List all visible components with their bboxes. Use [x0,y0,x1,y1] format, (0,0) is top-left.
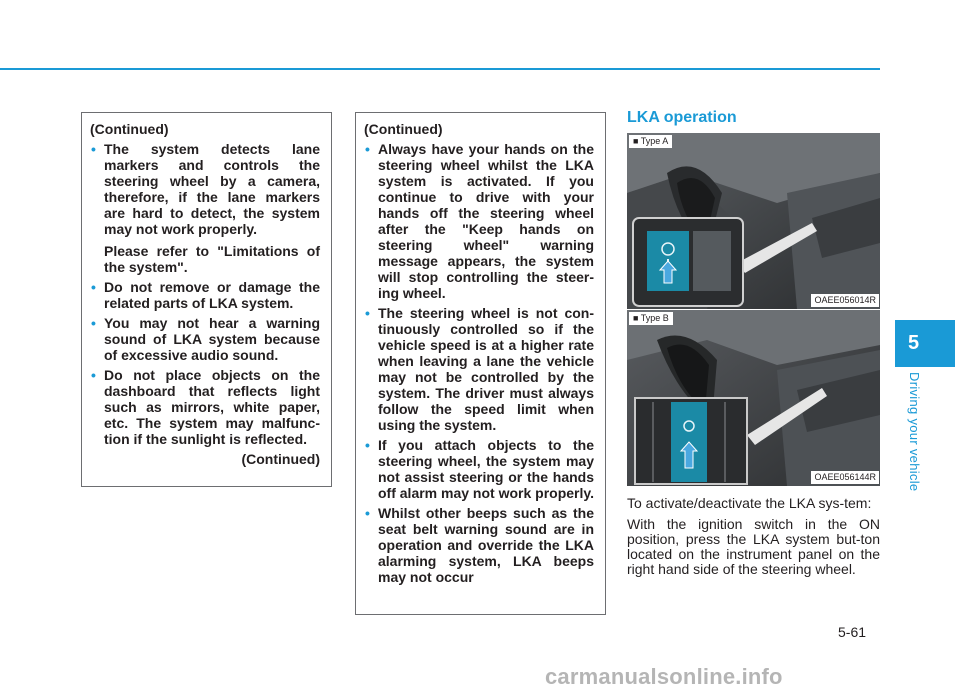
warning-item-text: Whilst other beeps such as the seat belt warning sound are in operation and override the LKA alarming system, LKA beeps may not occur [378,505,594,585]
dashboard-photo-type-b [627,310,880,486]
page-number: 5-61 [838,624,867,640]
warning-item [364,305,594,433]
warning-item-text: You may not hear a warning sound of LKA system because of excessive audio sound. [104,315,320,363]
body-paragraph: To activate/deactivate the LKA sys-tem: [627,495,872,511]
warning-item-text: Do not remove or damage the related parts of LKA system. [104,279,320,311]
figure-code: OAEE056144R [811,471,879,484]
continued-label-top: (Continued) [90,121,169,137]
header-rule [0,68,880,70]
warning-item-text: The steering wheel is not con-tinuously controlled so if the vehicle speed is at a higher rate when leaving a lane the vehicle may not be controlled by the system. The driver must always follow the speed limit when using the system. [378,305,594,433]
lka-operation-section [627,108,880,577]
continued-label-bottom: (Continued) [241,451,320,467]
figure-type-b [627,310,880,486]
bullet-icon: • [365,437,370,453]
warning-box-continued-2 [355,112,606,615]
figure-type-label: ■ Type B [629,312,673,325]
warning-item [364,505,594,585]
warning-item-text: Always have your hands on the steering wheel whilst the LKA system is activated. If you continue to drive with your hands off the steering wheel after the "Keep hands on steering wheel" warning message appears, the system will stop controlling the steer-ing wheel. [378,141,594,301]
bullet-icon: • [91,279,96,295]
warning-list [364,141,594,585]
warning-item [90,141,320,275]
warning-box-continued-1 [81,112,332,487]
figure-type-label: ■ Type A [629,135,672,148]
bullet-icon: • [91,367,96,383]
watermark-text: carmanualsonline.info [545,664,783,688]
bullet-icon: • [365,305,370,321]
warning-list [90,141,320,447]
warning-item-text: Do not place objects on the dashboard that reflects light such as mirrors, white paper, etc. The system may malfunc-tion if the sunlight is reflected. [104,367,320,447]
dashboard-photo-type-a [627,133,880,309]
warning-item-text: If you attach objects to the steering wheel, the system may not assist steering or the hands off alarm may not work properly. [378,437,595,501]
warning-item-text: The system detects lane markers and controls the steering wheel by a camera, therefore, if the lane markers are hard to detect, the system may not work properly. [104,141,320,237]
chapter-title-vertical [908,372,922,502]
continued-label-top: (Continued) [364,121,443,137]
warning-item-subtext: Please refer to "Limitations of the system". [104,243,320,275]
figure-type-a [627,133,880,309]
chapter-title-text: Driving your vehicle [907,372,922,492]
warning-item [90,279,320,311]
figure-code: OAEE056014R [811,294,879,307]
bullet-icon: • [365,505,370,521]
warning-item [90,315,320,363]
warning-item [364,141,594,301]
warning-item [364,437,594,501]
bullet-icon: • [365,141,370,157]
bullet-icon: • [91,315,96,331]
body-paragraph: With the ignition switch in the ON position, press the LKA system but-ton located on the instrument panel on the right hand side of the steering wheel. [627,516,880,577]
section-title: LKA operation [627,109,737,126]
chapter-number-tab: 5 [895,320,955,367]
warning-item [90,367,320,447]
bullet-icon: • [91,141,96,157]
